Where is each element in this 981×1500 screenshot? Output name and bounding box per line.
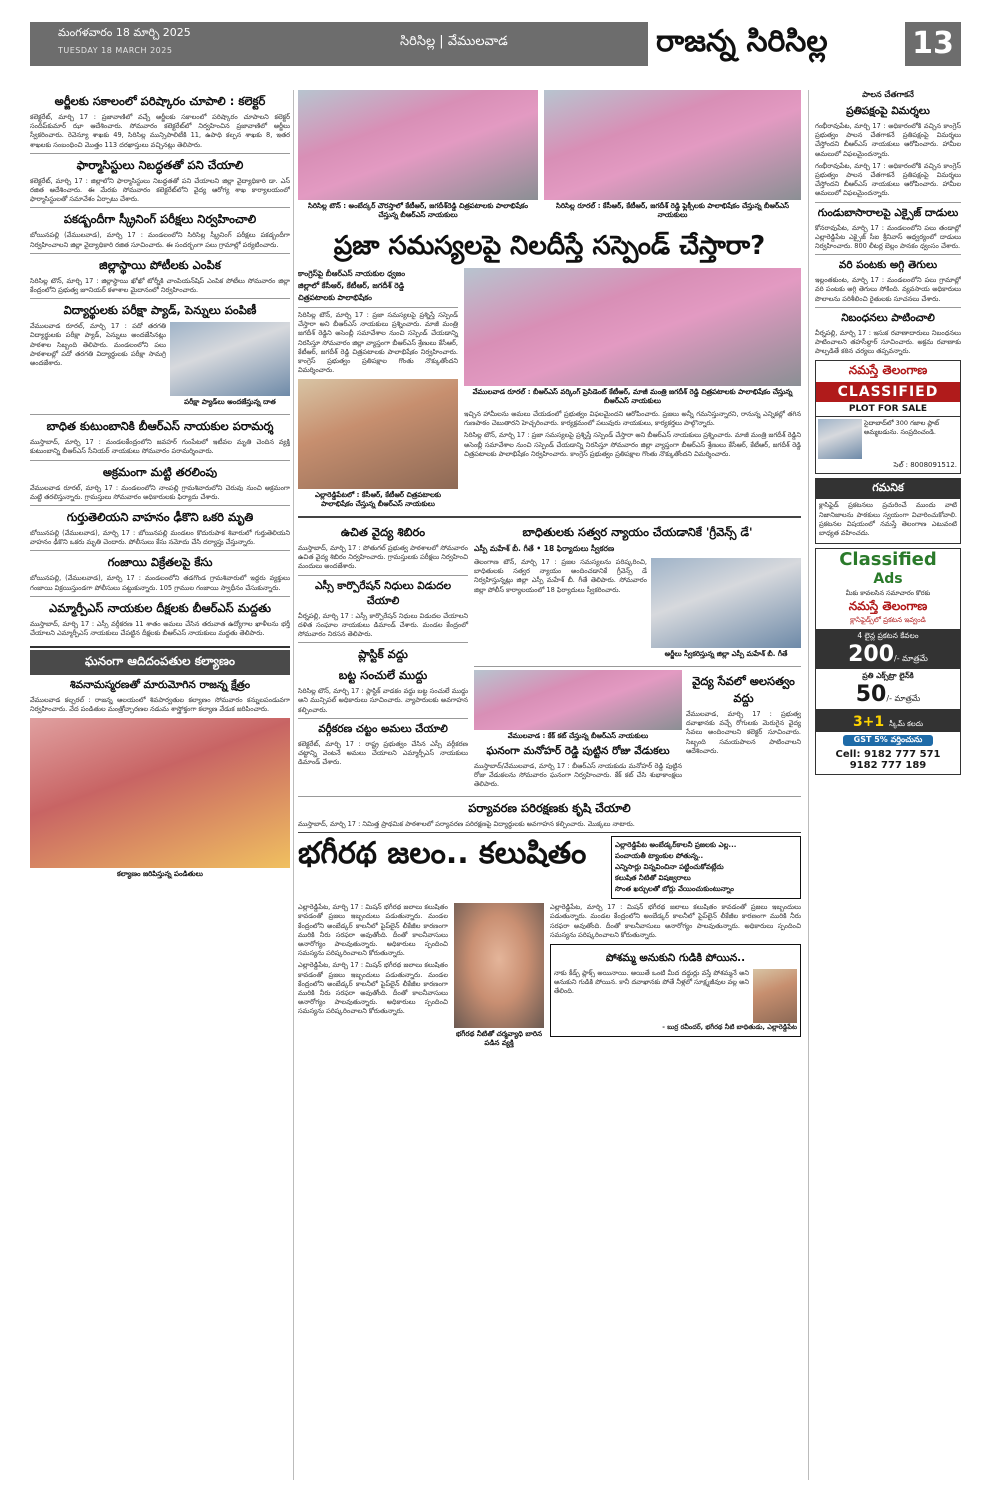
bullet-item: కలుషిత నీటితో విషజ్వరాలు: [615, 874, 691, 883]
offer-label: 4 లైన్ల ప్రకటన కేవలం: [857, 631, 919, 641]
article-title: బాధిత కుటుంబానికి బీఆర్‌ఎస్ నాయకుల పరామర్శ: [46, 419, 274, 434]
article-body: తెలంగాణ టౌన్, మార్చి 17 : ప్రజల సమస్యలను పరిష్కరించి, బాధితులకు సత్వర న్యాయం అందించడానికే గ్రీవెన్స్ డే నిర్వహిస్తున్నట్లు జిల్లా ఎస్పీ మహేశ్ బీ. గీతే తెలిపారు. సోమవారం జిల్లా పోలీస్ కార్యాలయంలో 18 ఫిర్యాదులు స్వీకరించారు.: [474, 557, 647, 594]
divider: [30, 414, 290, 415]
notice-box: [815, 478, 961, 544]
news-photo: [651, 558, 801, 648]
article-title: గంజాయి విక్రేతలపై కేసు: [107, 555, 213, 570]
divider: [30, 298, 290, 299]
article-body: ఇచ్చిన హామీలను అమలు చేయడంలో ప్రభుత్వం విఫలమైందని ఆరోపించారు. ప్రజలు అన్నీ గమనిస్తున్నారని, రానున్న ఎన్నికల్లో తగిన గుణపాఠం చెబుతారని హెచ్చరించారు. కార్యక్రమంలో పలువురు నాయకులు, కార్యకర్తలు పాల్గొన్నారు.: [464, 410, 801, 428]
gst-badge: GST 5% వర్తించును: [843, 735, 933, 746]
bullet-item: ఎన్నిసార్లు విన్నవించినా పట్టించుకోవట్లేదు: [615, 863, 724, 872]
main-column: [298, 90, 801, 1490]
news-photo: [298, 90, 538, 200]
article-kicker: పాలన చేతగాకనే: [862, 90, 914, 99]
column-divider: [808, 90, 809, 1480]
promo-phone: 9182 777 189: [849, 760, 927, 772]
news-photo: [30, 718, 290, 868]
divider: [30, 596, 290, 597]
portrait-photo: [753, 969, 797, 1023]
divider: [298, 832, 801, 834]
masthead: [0, 22, 981, 66]
divider: [298, 796, 801, 797]
offer-scheme: 3+1: [852, 714, 885, 731]
quote-signature: - బుర్ర రవీందర్, భగీరథ నీటి బాధితుడు, ఎల్లారెడ్డిపేట: [662, 1023, 797, 1032]
article-body: కలెక్టరేట్, మార్చి 17 : రాష్ట్ర ప్రభుత్వం చేసిన ఎస్సీ వర్గీకరణ చట్టాన్ని వెంటనే అమలు చేయాలని ఎమ్మార్పీఎస్ నాయకులు డిమాండ్ చేశారు.: [298, 739, 468, 767]
article-subhead: ఎస్పీ మహేశ్ బీ. గీతే • 18 ఫిర్యాదులు స్వీకరణ: [474, 543, 615, 553]
ad-phone: సెల్ : 8008091512.: [893, 461, 957, 470]
article-title: ఎస్సీ కార్పొరేషన్ నిధులు విడుదల చేయాలి: [314, 579, 452, 607]
photo-caption: కల్యాణం జరిపిస్తున్న పండితులు: [117, 869, 203, 878]
article-title: నిబంధనలు పాటించాలి: [841, 311, 935, 324]
divider: [30, 153, 290, 154]
ad-brand: నమస్తే తెలంగాణ: [848, 363, 928, 378]
ad-subtitle: PLOT FOR SALE: [816, 402, 960, 417]
bullet-item: కాంగ్రెస్‌పై బీఆర్‌ఎస్ నాయకుల ధ్వజం: [298, 269, 406, 278]
divider: [30, 207, 290, 208]
article-body: సిరిసిల్ల టౌన్, మార్చి 17 : ప్లాస్టిక్ వాడకం వద్దు బట్ట సంచులే ముద్దు అని మున్సిపల్ అధికారులు సూచించారు. వ్యాపారులకు అవగాహన కల్పించారు.: [298, 687, 468, 714]
article-body: వేములవాడ, మార్చి 17 : ప్రభుత్వ దవాఖానకు వచ్చే రోగులకు మెరుగైన వైద్య సేవలు అందించాలని కలెక్టర్ సూచించారు. సిబ్బంది సమయపాలన పాటించాలని ఆదేశించారు.: [686, 709, 801, 755]
feature-headline: ఘనంగా ఆదిదంపతుల కల్యాణం: [30, 650, 290, 675]
divider: [298, 575, 468, 576]
article-body: గంభీరావుపేట, మార్చి 17 : అధికారంలోకి వచ్చిన కాంగ్రెస్ ప్రభుత్వం పాలన చేతగాకనే ప్రతిపక్షంపై విమర్శలు చేస్తోందని బీఆర్‌ఎస్ నాయకులు ఆరోపించారు. హామీల అమలులో విఫలమైందన్నారు.: [815, 122, 961, 158]
divider: [298, 718, 468, 719]
article-body: ఎల్లారెడ్డిపేట, మార్చి 17 : మిషన్ భగీరథ జలాలు కలుషితం కావడంతో ప్రజలు ఇబ్బందులు పడుతున్నారు. మండల కేంద్రంలోని అంబేడ్కర్ కాలనీలో పైప్‌లైన్ లీకేజీల కారణంగా మురికి నీరు సరఫరా అవుతోంది. దీంతో కాలనీవాసులు అనారోగ్యం పాలవుతున్నారు. అధికారులు స్పందించి సమస్యను పరిష్కరించాలని కోరుతున్నారు.: [298, 961, 448, 1016]
divider: [30, 460, 290, 461]
news-photo: [544, 90, 801, 200]
classified-ad: [815, 360, 961, 474]
news-photo: [170, 322, 290, 396]
bullet-item: జిల్లాలో కేసీఆర్, కేటీఆర్, జగదీశ్ రెడ్డి: [298, 281, 405, 290]
promo-line: క్లాసిఫైడ్స్‌లో ప్రకటన ఇవ్వండి: [850, 616, 926, 625]
article-body: ఎల్లారెడ్డిపేట, మార్చి 17 : మిషన్ భగీరథ జలాలు కలుషితం కావడంతో ప్రజలు ఇబ్బందులు పడుతున్నారు. మండల కేంద్రంలోని అంబేడ్కర్ కాలనీలో పైప్‌లైన్ లీకేజీల కారణంగా మురికి నీరు సరఫరా అవుతోంది. దీంతో కాలనీవాసులు అనారోగ్యం పాలవుతున్నారు. అధికారులు స్పందించి సమస్యను పరిష్కరించాలని కోరుతున్నారు.: [298, 903, 448, 958]
bullet-item: ఎల్లారెడ్డిపేట అంబేడ్కర్‌కాలనీ ప్రజలకు ఎల్ల...: [615, 841, 737, 850]
article-body: ఇల్లంతకుంట, మార్చి 17 : మండలంలోని పలు గ్రామాల్లో వరి పంటకు అగ్గి తెగులు సోకింది. వ్యవసాయ అధికారులు పొలాలను పరిశీలించి రైతులకు సూచనలు చేశారు.: [815, 276, 961, 303]
article-body: కలెక్టరేట్, మార్చి 17 : జిల్లాలోని ఫార్మాసిస్టులు నిబద్ధతతో పని చేయాలని జిల్లా వైద్యాధికారి డా. ఎస్ రజిత ఆదేశించారు. ఈ మేరకు సోమవారం కలెక్టరేట్‌లోని వైద్య ఆరోగ్య శాఖ కార్యాలయంలో ఫార్మాసిస్టులతో సమావేశం ఏర్పాటు చేశారు.: [30, 176, 290, 204]
news-photo: [298, 379, 458, 489]
photo-caption: భగీరథ నీటితో చర్మవ్యాధి బారిన పడిన వ్యక్తి: [456, 1030, 542, 1048]
feature-headline: భగీరథ జలం.. కలుషితం: [298, 836, 587, 872]
divider: [30, 550, 290, 551]
ad-banner: CLASSIFIED: [816, 382, 960, 402]
article-body: బోయినపల్లి (వేములవాడ), మార్చి 17 : బోయినపల్లి మండలం కొదురుపాక శివారులో గుర్తుతెలియని వాహనం ఢీకొని ఒకరు మృతి చెందారు. పోలీసులు కేసు నమోదు చేసి దర్యాప్తు చేస్తున్నారు.: [30, 529, 290, 547]
quote-body: నాకు కీడ్స్ ప్లాక్స్ అయినాయి. అయితే ఒంటి మీద దద్దుర్లు వస్తే పోశమ్మనే అని అనుకుని గుడికి పోయిన. కానీ దవాఖానకు పోతే నీళ్లలో సూక్ష్మజీవుల వల్ల అని తేలింది.: [554, 969, 749, 996]
article-body: వేములవాడ రూరల్, మార్చి 17 : పదో తరగతి విద్యార్థులకు పరీక్షా ప్యాడ్, పెన్నులు అందజేసినట్లు పాఠశాల సిబ్బంది తెలిపారు. మండలంలోని పలు పాఠశాలల్లో పదో తరగతి విద్యార్థులకు పరీక్షా సామగ్రి అందజేశారు.: [30, 322, 166, 368]
photo-caption: ఎల్లారెడ్డిపేటలో : కేసీఆర్, కేటీఆర్ చిత్రపటాలకు పాలాభిషేకం చేస్తున్న బీఆర్‌ఎస్ నాయకులు: [314, 491, 441, 509]
right-column: [815, 90, 961, 1490]
article-body: గంభీరావుపేట, మార్చి 17 : అధికారంలోకి వచ్చిన కాంగ్రెస్ ప్రభుత్వం పాలన చేతగాకనే ప్రతిపక్షంపై విమర్శలు చేస్తోందని బీఆర్‌ఎస్ నాయకులు ఆరోపించారు. హామీల అమలులో విఫలమైందన్నారు.: [815, 161, 961, 198]
offer-suffix: స్కీమ్ కలదు: [889, 720, 924, 729]
offer-label: ప్రతి ఎక్స్‌ట్రా లైన్‌కి: [862, 671, 914, 681]
divider: [298, 307, 458, 308]
article-body: కోనరావుపేట, మార్చి 17 : మండలంలోని పలు తండాల్లో ఎల్లారెడ్డిపేట ఎక్సైజ్ సీఐ శ్రీనివాస్ ఆధ్వర్యంలో దాడులు నిర్వహించారు. 800 లీటర్ల బెల్లం పానకం ధ్వంసం చేశారు.: [815, 223, 961, 251]
article-body: సిరిసిల్ల టౌన్, మార్చి 17 : జిల్లాస్థాయి ఖోఖో టోర్నీకి చాంపియన్‌షిప్ ఎంపిక పోటీలు సోమవారం జిల్లా కేంద్రంలోని ప్రభుత్వ జూనియర్ కళాశాల మైదానంలో నిర్వహించారు.: [30, 276, 290, 295]
divider: [815, 254, 961, 255]
left-column: [30, 90, 290, 1490]
promo-title: Classified: [839, 549, 937, 571]
article-body: ముస్తాబాద్, మార్చి 17 : ఎస్సీ వర్గీకరణ 11 శాతం అమలు చేసిన తరువాత ఉద్యోగాల ఖాళీలను భర్తీ చేయాలని ఎమ్మార్పీఎస్ నాయకులు చేపట్టిన దీక్షలకు బీఆర్‌ఎస్ నాయకులు మద్దతు తెలిపారు.: [30, 619, 290, 638]
bullet-item: చిత్రపటాలకు పాలాభిషేకం: [298, 293, 372, 302]
photo-caption: పరీక్షా ప్యాడ్‌లు అందజేస్తున్న దాత: [184, 398, 276, 407]
article-title: బాధితులకు సత్వర న్యాయం చేయడానికే 'గ్రీవెన్స్ డే': [522, 524, 753, 539]
classified-promo: [815, 548, 961, 775]
page-number: 13: [905, 22, 961, 66]
photo-caption: వేములవాడ రూరల్ : బీఆర్‌ఎస్ వర్కింగ్ ప్రెసిడెంట్ కేటీఆర్, మాజీ మంత్రి జగదీశ్ రెడ్డి చిత్రపటాలకు పాలాభిషేకం చేస్తున్న బీఆర్‌ఎస్ నాయకులు: [472, 388, 793, 405]
article-title: పర్యావరణ పరిరక్షణకు కృషి చేయాలి: [468, 800, 631, 815]
offer-suffix: /- మాత్రమే: [894, 654, 928, 664]
article-body: బోయినపల్లి (వేములవాడ), మార్చి 17 : మండలంలోని సిరిసిల్ల స్క్రీనింగ్ పరీక్షలు పకడ్బందీగా నిర్వహించాలని జిల్లా వైద్యాధికారి రజిత సూచించారు. ఈ సందర్భంగా పలు గ్రామాల్లో పర్యటించారు.: [30, 231, 290, 249]
news-photo: [464, 268, 801, 386]
divider: [298, 642, 468, 643]
promo-brand: నమస్తే తెలంగాణ: [848, 599, 928, 614]
quote-title: పోశమ్మ అనుకుని గుడికి పోయిన..: [605, 952, 746, 965]
divider: [30, 505, 290, 506]
article-title: వరి పంటకు అగ్గి తెగులు: [838, 259, 938, 272]
divider: [474, 666, 801, 667]
article-title: ఘనంగా మనోహర్ రెడ్డి పుట్టిన రోజు వేడుకలు: [486, 744, 670, 757]
divider: [30, 253, 290, 254]
promo-title-2: Ads: [873, 571, 903, 588]
notice-title: గమనిక: [816, 479, 960, 499]
divider: [815, 307, 961, 308]
article-title: ఎమ్మార్పీఎస్ నాయకుల దీక్షలకు బీఆర్‌ఎస్ మద్దతు: [49, 600, 271, 615]
article-title: బట్ట సంచులే ముద్దు: [338, 668, 428, 683]
article-title: వైద్య సేవలో అలసత్వం వద్దు: [692, 673, 795, 705]
article-title: అర్జీలకు సకాలంలో పరిష్కారం చూపాలి : కలెక్టర్: [54, 94, 266, 108]
column-divider: [293, 90, 294, 1480]
photo-caption: అర్జీలు స్వీకరిస్తున్న జిల్లా ఎస్పీ మహేశ్ బీ. గీతే: [664, 649, 788, 658]
promo-phone: Cell: 9182 777 571: [835, 749, 941, 761]
divider: [298, 516, 801, 518]
article-body: ముస్తాబాద్, మార్చి 17 : మండలకేంద్రంలోని జవహర్ గుంపేటలో ఇటీవల మృతి చెందిన వ్యక్తి కుటుంబాన్ని బీఆర్‌ఎస్ సీనియర్ నాయకులు సోమవారం పరామర్శించారు.: [30, 438, 290, 456]
news-photo: [454, 903, 544, 1028]
article-body: ఎల్లారెడ్డిపేట, మార్చి 17 : మిషన్ భగీరథ జలాలు కలుషితం కావడంతో ప్రజలు ఇబ్బందులు పడుతున్నారు. మండల కేంద్రంలోని అంబేడ్కర్ కాలనీలో పైప్‌లైన్ లీకేజీల కారణంగా మురికి నీరు సరఫరా అవుతోంది. దీంతో కాలనీవాసులు అనారోగ్యం పాలవుతున్నారు. అధికారులు స్పందించి సమస్యను పరిష్కరించాలని కోరుతున్నారు.: [550, 903, 801, 939]
bullet-item: సొంత ఖర్చులతో బోర్లు వేయించుకుంటున్నాం: [615, 885, 734, 894]
feature-bullets: [611, 836, 801, 899]
article-body: వీర్నపల్లి, మార్చి 17 : ఇసుక రవాణాదారులు నిబంధనలు పాటించాలని తహసీల్దార్ సూచించారు. అక్రమ రవాణాకు పాల్పడితే కఠిన చర్యలు తప్పవన్నారు.: [815, 328, 961, 356]
photo-caption: వేములవాడ : కేక్ కట్ చేస్తున్న బీఆర్‌ఎస్ నాయకులు: [507, 731, 649, 740]
article-title: ఫార్మాసిస్టులు నిబద్ధతతో పని చేయాలి: [76, 157, 244, 172]
promo-line: మీకు కావలసిన సమాచారం కొరకు: [845, 589, 931, 598]
edition-title: రాజన్న సిరిసిల్ల: [656, 24, 828, 59]
article-title: జిల్లాస్థాయి పోటీలకు ఎంపిక: [99, 257, 221, 272]
article-body: సిరిసిల్ల టౌన్, మార్చి 17 : ప్రజా సమస్యలపై ప్రశ్నిస్తే సస్పెండ్ చేస్తారా అని బీఆర్‌ఎస్ నాయకులు ప్రశ్నించారు. మాజీ మంత్రి జగదీశ్ రెడ్డిని అసెంబ్లీ సమావేశాల నుంచి సస్పెండ్ చేయడాన్ని నిరసిస్తూ సోమవారం జిల్లా వ్యాప్తంగా బీఆర్‌ఎస్ శ్రేణులు కేసీఆర్, కేటీఆర్, జగదీశ్ రెడ్డి చిత్రపటాలకు పాలాభిషేకం నిర్వహించారు. కాంగ్రెస్ ప్రభుత్వం ప్రతిపక్షాల గొంతు నొక్కుతోందని విమర్శించారు.: [298, 311, 458, 375]
ad-photo: [818, 419, 862, 459]
date-english: TUESDAY 18 MARCH 2025: [58, 46, 173, 55]
article-body: వేములవాడ కల్చరల్ : రాజన్న ఆలయంలో శివపార్వతుల కల్యాణం సోమవారం కన్నులపండువగా నిర్వహించారు. వేద పండితుల మంత్రోచ్ఛారణల నడుమ శాస్త్రోక్తంగా కల్యాణ వేడుక జరిపించారు.: [30, 696, 290, 714]
article-body: బోయినపల్లి, (వేములవాడ), మార్చి 17 : మండలంలోని తడగొండ గ్రామశివారులో ఇద్దరు వ్యక్తులు గంజాయి విక్రయిస్తుండగా పోలీసులు పట్టుకున్నారు. 105 గ్రాముల గంజాయి స్వాధీనం చేసుకున్నారు.: [30, 574, 290, 592]
feature-subhead: శివనామస్మరణతో మారుమోగిన రాజన్న క్షేత్రం: [69, 679, 251, 692]
article-body: ముస్తాబాద్/వేములవాడ, మార్చి 17 : బీఆర్‌ఎస్ నాయకుడు మనోహర్ రెడ్డి పుట్టిన రోజు వేడుకలను సోమవారం ఘనంగా నిర్వహించారు. కేక్ కట్ చేసి శుభాకాంక్షలు తెలిపారు.: [474, 761, 682, 789]
photo-caption: సిరిసిల్ల రూరల్ : కేసీఆర్, కేటీఆర్, జగదీశ్ రెడ్డి ఫ్లెక్సీలకు పాలాభిషేకం చేస్తున్న బీఆర్‌ఎస్ నాయకులు: [555, 202, 790, 219]
lead-bullets: [298, 268, 458, 304]
notice-body: క్లాసిఫైడ్ ప్రకటనలు ప్రచురించే ముందు వాటి నిజానిజాలను పాఠకులు స్వయంగా విచారించుకోవాలి. ప్రకటనల విషయంలో నమస్తే తెలంగాణ ఎటువంటి బాధ్యత వహించదు.: [819, 501, 957, 538]
ad-body: సైదాబాద్‌లో 300 గజాల ప్లాట్ అమ్మబడును. సంప్రదించండి.: [864, 419, 940, 436]
lead-headline: ప్రజా సమస్యలపై నిలదీస్తే సస్పెండ్ చేస్తారా?: [333, 231, 766, 261]
offer-suffix: /- మాత్రమే: [886, 694, 921, 704]
article-body: ముస్తాబాద్, మార్చి 17 : పోతుగల్ ప్రభుత్వ పాఠశాలలో సోమవారం ఉచిత వైద్య శిబిరం నిర్వహించారు. గ్రామస్తులకు పరీక్షలు నిర్వహించి మందులు అందజేశారు.: [298, 543, 468, 571]
article-title: అక్రమంగా మట్టి తరలింపు: [102, 464, 218, 479]
article-body: కలెక్టరేట్, మార్చి 17 : ప్రజావాణిలో వచ్చే అర్జీలకు సకాలంలో పరిష్కారం చూపాలని కలెక్టర్ సందీప్‌కుమార్ ఝా ఆదేశించారు. సోమవారం కలెక్టరేట్‌లో నిర్వహించిన ప్రజావాణిలో అర్జీలు స్వీకరించారు. రెవెన్యూ శాఖకు 49, సిరిసిల్ల మున్సిపాలిటీకి 11, ఉపాధి కల్పన శాఖకు 8, ఇతర శాఖలకు సంబంధించి మొత్తం 113 దరఖాస్తులు వచ్చినట్లు తెలిపారు.: [30, 113, 290, 149]
article-title: ఉచిత వైద్య శిబిరం: [340, 524, 426, 539]
photo-caption: సిరిసిల్ల టౌన్ : అంబేద్కర్ చౌరస్తాలో కేటీఆర్, జగదీశ్‌రెడ్డి చిత్రపటాలకు పాలాభిషేకం చేస్తున్న బీఆర్‌ఎస్ నాయకులు: [307, 202, 529, 219]
article-title: గుర్తుతెలియని వాహనం ఢీకొని ఒకరి మృతి: [66, 510, 254, 525]
quote-box: [550, 944, 801, 1037]
date-telugu: మంగళవారం 18 మార్చి 2025: [58, 26, 191, 39]
article-title: విద్యార్థులకు పరీక్షా ప్యాడ్, పెన్నులు పంపిణీ: [63, 303, 257, 318]
offer-price: 200: [848, 642, 895, 668]
article-body: ముస్తాబాద్, మార్చి 17 : నిమిత్త ప్రాథమిక పాఠశాలలో పర్యావరణ పరిరక్షణపై విద్యార్థులకు అవగాహన కల్పించారు. మొక్కలు నాటారు.: [298, 819, 635, 828]
bullet-item: పంచాయతీ ట్యాంకుల పోతున్న..: [615, 852, 704, 861]
news-photo: [474, 670, 682, 730]
article-body: వీర్నపల్లి, మార్చి 17 : ఎస్సీ కార్పొరేషన్ నిధులు విడుదల చేయాలని దళిత సంఘాల నాయకులు డిమాండ్ చేశారు. మండల కేంద్రంలో సోమవారం నిరసన తెలిపారు.: [298, 611, 468, 638]
article-title: వర్గీకరణ చట్టం అమలు చేయాలి: [318, 722, 448, 735]
article-title: ప్రతిపక్షంపై విమర్శలు: [846, 105, 930, 117]
article-title: పకడ్బందీగా స్క్రీనింగ్ పరీక్షలు నిర్వహించాలి: [63, 212, 257, 227]
article-title: ప్లాస్టిక్ వద్దు: [358, 647, 408, 662]
article-body: సిరిసిల్ల టౌన్, మార్చి 17 : ప్రజా సమస్యలపై ప్రశ్నిస్తే సస్పెండ్ చేస్తారా అని బీఆర్‌ఎస్ నాయకులు ప్రశ్నించారు. మాజీ మంత్రి జగదీశ్ రెడ్డిని అసెంబ్లీ సమావేశాల నుంచి సస్పెండ్ చేయడాన్ని నిరసిస్తూ సోమవారం జిల్లా వ్యాప్తంగా బీఆర్‌ఎస్ శ్రేణులు కేసీఆర్, కేటీఆర్, జగదీశ్ రెడ్డి చిత్రపటాలకు పాలాభిషేకం నిర్వహించారు. కాంగ్రెస్ ప్రభుత్వం ప్రతిపక్షాల గొంతు నొక్కుతోందని విమర్శించారు.: [464, 431, 801, 458]
divider: [815, 202, 961, 203]
offer-price: 50: [855, 682, 887, 708]
article-body: వేములవాడ రూరల్, మార్చి 17 : మండలంలోని నాంపల్లి గ్రామశివారులోని చెరువు నుంచి అక్రమంగా మట్టి తరలిస్తున్నారు. గ్రామస్తులు సోమవారం అధికారులకు ఫిర్యాదు చేశారు.: [30, 483, 290, 501]
section-label: సిరిసిల్ల | వేములవాడ: [400, 34, 508, 49]
article-title: గుండుబాసారాలపై ఎక్సైజ్ దాడులు: [817, 206, 959, 219]
